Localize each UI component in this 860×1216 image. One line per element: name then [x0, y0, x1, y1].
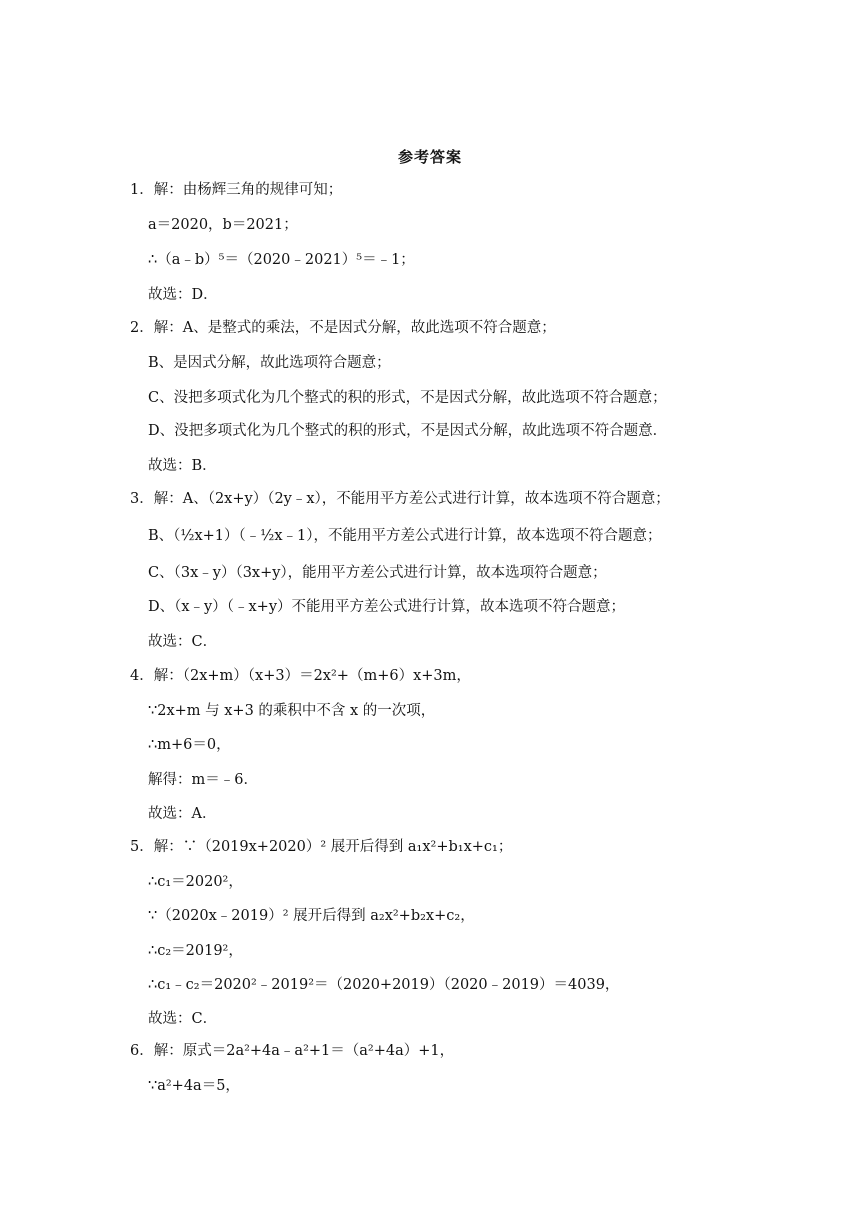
answer-line: 故选：D． — [148, 287, 218, 303]
answer-line: ∵2x+m 与 x+3 的乘积中不含 x 的一次项， — [148, 703, 436, 719]
answer-line: 6．解：原式＝2a²+4a﹣a²+1＝（a²+4a）+1， — [130, 1043, 455, 1059]
answer-line: 1．解：由杨辉三角的规律可知； — [130, 182, 343, 198]
answer-line: 解得：m＝﹣6． — [148, 772, 258, 788]
answer-line: 5．解：∵（2019x+2020）² 展开后得到 a₁x²+b₁x+c₁； — [130, 839, 513, 855]
answer-line: B、是因式分解，故此选项符合题意； — [148, 355, 391, 371]
answer-line: 故选：A． — [148, 806, 217, 822]
answer-line: B、（½x+1）（﹣½x﹣1），不能用平方差公式进行计算，故本选项不符合题意； — [148, 528, 662, 544]
answer-line: D、没把多项式化为几个整式的积的形式，不是因式分解，故此选项不符合题意． — [148, 423, 668, 439]
answer-line: 故选：C． — [148, 1011, 218, 1027]
answer-line: 2．解：A、是整式的乘法，不是因式分解，故此选项不符合题意； — [130, 320, 556, 336]
answer-line: 3．解：A、（2x+y）（2y﹣x），不能用平方差公式进行计算，故本选项不符合题意； — [130, 491, 670, 507]
answer-line: 故选：B． — [148, 458, 217, 474]
answer-line: ∴c₁﹣c₂＝2020²﹣2019²＝（2020+2019）（2020﹣2019）＝4039， — [148, 977, 620, 993]
page-title: 参考答案 — [397, 148, 462, 166]
answer-line: ∴c₁＝2020²， — [148, 874, 243, 890]
answer-line: D、（x﹣y）（﹣x+y）不能用平方差公式进行计算，故本选项不符合题意； — [148, 599, 626, 615]
answer-line: C、没把多项式化为几个整式的积的形式，不是因式分解，故此选项不符合题意； — [148, 390, 667, 406]
answer-line: 故选：C． — [148, 634, 218, 650]
answer-line: 4．解：（2x+m）（x+3）＝2x²+（m+6）x+3m， — [130, 668, 471, 684]
answer-line: C、（3x﹣y）（3x+y），能用平方差公式进行计算，故本选项符合题意； — [148, 565, 607, 581]
answer-line: ∴c₂＝2019²， — [148, 943, 243, 959]
answer-line: ∵a²+4a＝5， — [148, 1078, 240, 1094]
answer-line: ∴m+6＝0， — [148, 737, 231, 753]
answer-line: ∵（2020x﹣2019）² 展开后得到 a₂x²+b₂x+c₂， — [148, 908, 475, 924]
answer-line: a＝2020，b＝2021； — [148, 217, 298, 233]
answer-line: ∴（a﹣b）⁵＝（2020﹣2021）⁵＝﹣1； — [148, 252, 415, 268]
